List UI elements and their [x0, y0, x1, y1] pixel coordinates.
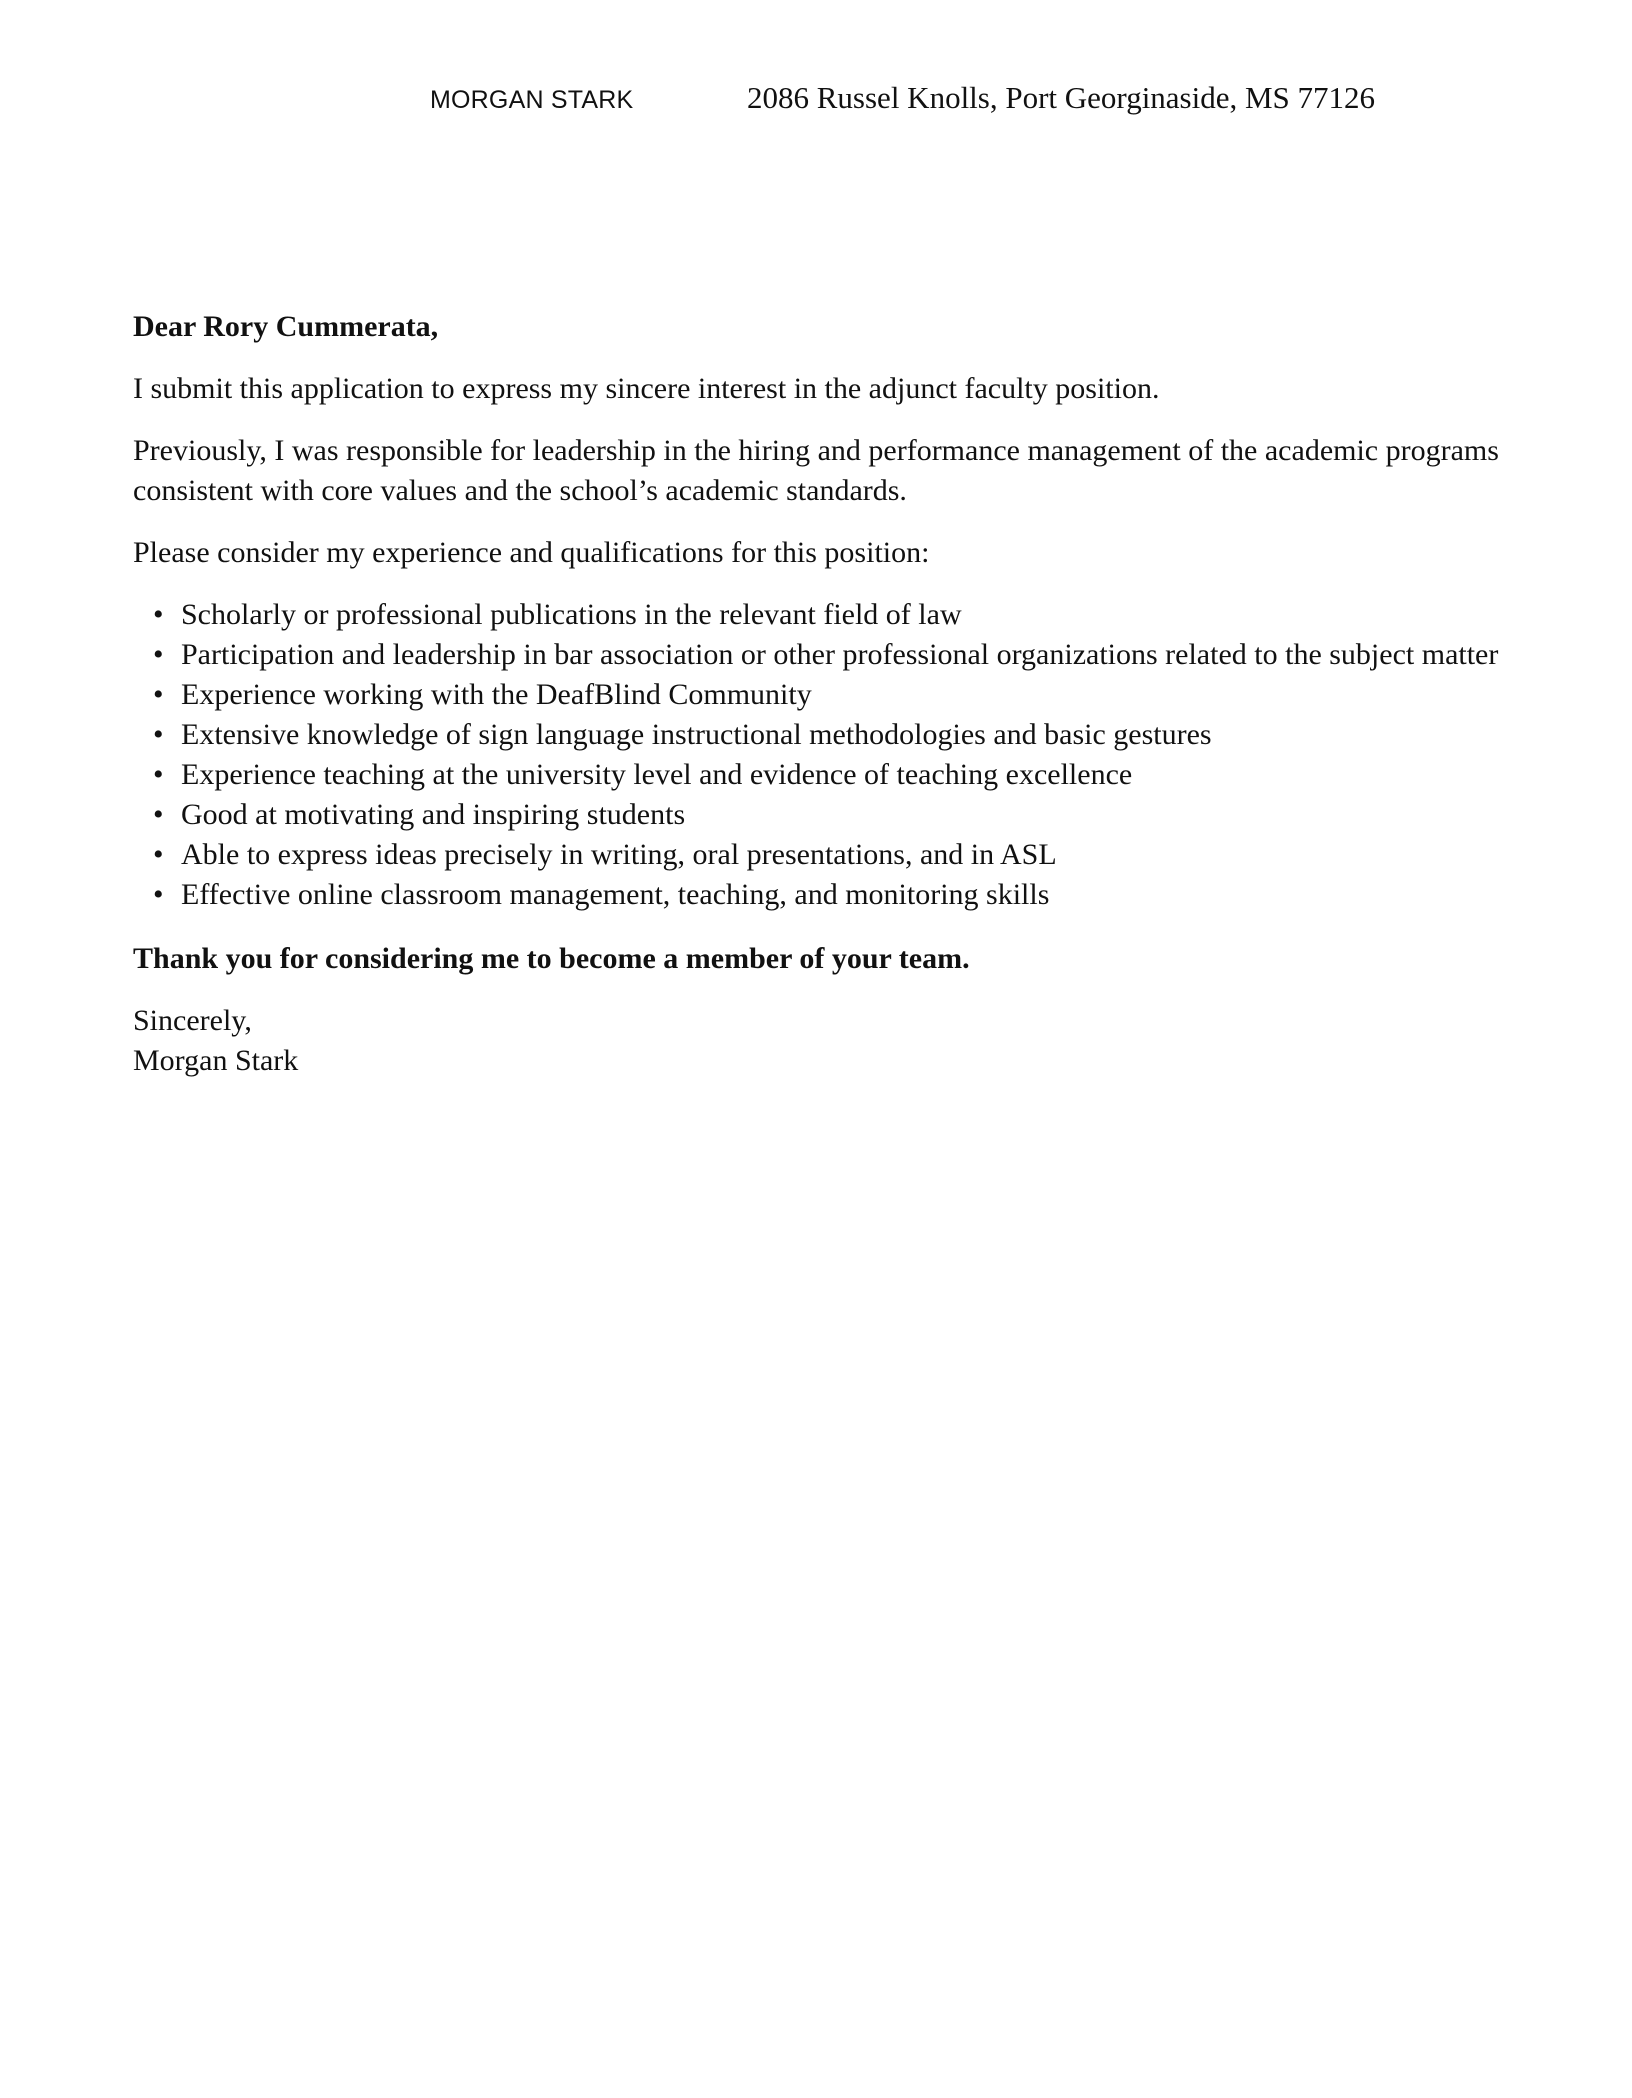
qualification-text: Able to express ideas precisely in writing, oral presentations, and in ASL	[181, 838, 1057, 871]
qualification-text: Extensive knowledge of sign language instructional methodologies and basic gestures	[181, 718, 1212, 751]
bullet-icon: •	[153, 798, 164, 831]
bullet-icon: •	[153, 638, 164, 671]
letter-body	[133, 307, 1523, 1081]
qualification-text: Participation and leadership in bar association or other professional organizations related to the subject matter	[181, 638, 1499, 671]
consider-paragraph: Please consider my experience and qualifications for this position:	[133, 536, 930, 569]
list-item	[153, 835, 1523, 875]
bullet-icon: •	[153, 758, 164, 791]
bullet-icon: •	[153, 678, 164, 711]
qualification-text: Effective online classroom management, teaching, and monitoring skills	[181, 878, 1050, 911]
qualification-text: Scholarly or professional publications in the relevant field of law	[181, 598, 962, 631]
closing-statement: Thank you for considering me to become a member of your team.	[133, 942, 970, 975]
bullet-icon: •	[153, 838, 164, 871]
qualification-text: Good at motivating and inspiring students	[181, 798, 686, 831]
signoff: Sincerely,	[133, 1004, 252, 1037]
sender-name: MORGAN STARK	[430, 86, 634, 114]
list-item	[153, 755, 1523, 795]
qualifications-list	[133, 595, 1523, 915]
list-item	[153, 675, 1523, 715]
letterhead	[0, 78, 1632, 126]
list-item	[153, 595, 1523, 635]
salutation: Dear Rory Cummerata,	[133, 310, 439, 343]
bullet-icon: •	[153, 598, 164, 631]
intro-paragraph: I submit this application to express my sincere interest in the adjunct faculty position.	[133, 372, 1160, 405]
previous-role-paragraph: Previously, I was responsible for leadership in the hiring and performance management of the academic programs consistent with core values and the school’s academic standards.	[133, 434, 1499, 507]
qualification-text: Experience working with the DeafBlind Community	[181, 678, 812, 711]
list-item	[153, 635, 1523, 675]
sender-address: 2086 Russel Knolls, Port Georginaside, MS 77126	[747, 80, 1376, 115]
qualification-text: Experience teaching at the university level and evidence of teaching excellence	[181, 758, 1133, 791]
signature-name: Morgan Stark	[133, 1044, 299, 1077]
list-item	[153, 795, 1523, 835]
bullet-icon: •	[153, 878, 164, 911]
list-item	[153, 875, 1523, 915]
bullet-icon: •	[153, 718, 164, 751]
list-item	[153, 715, 1523, 755]
